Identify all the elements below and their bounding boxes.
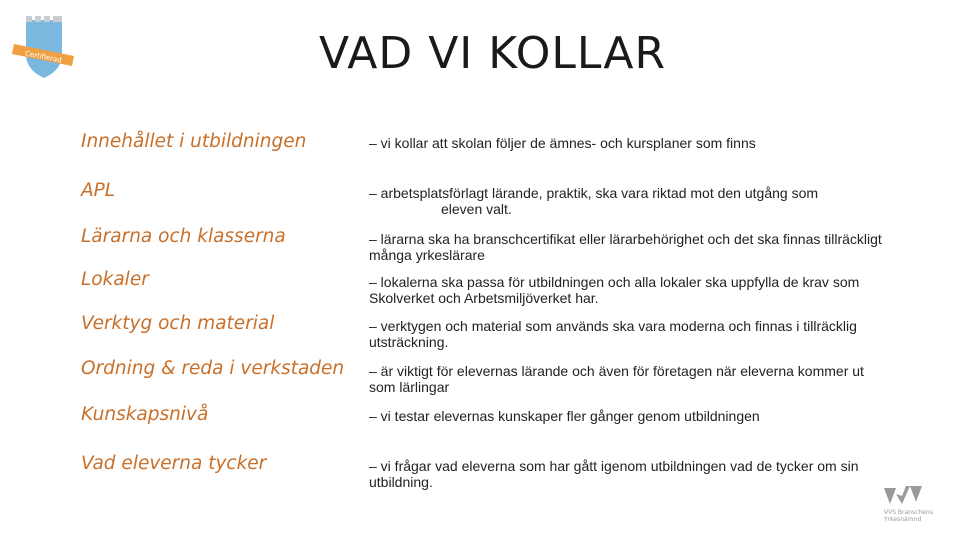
row-label: Ordning & reda i verkstaden: [81, 358, 345, 379]
row-label: Innehållet i utbildningen: [81, 131, 307, 152]
row-label: Kunskapsnivå: [81, 404, 209, 425]
page-title: VAD VI KOLLAR: [318, 28, 667, 79]
row-label: Lokaler: [81, 269, 149, 290]
row-text: [369, 185, 889, 217]
row-text: – är viktigt för elevernas lärande och även för företagen när eleverna kommer ut som lärlingar: [369, 363, 864, 395]
row-text-line1: – arbetsplatsförlagt lärande, praktik, ska vara riktad mot den utgång som: [369, 185, 819, 201]
row-text: – lärarna ska ha branschcertifikat eller lärarbehörighet och det ska finnas tillräckligt många yrkeslärare: [369, 231, 882, 263]
badge-text: Certifierad: [24, 49, 63, 65]
logo-line1: VVS Branschens: [884, 509, 933, 516]
row-text: – vi testar elevernas kunskaper fler gånger genom utbildningen: [369, 408, 760, 424]
vvs-logo-icon: [882, 484, 946, 524]
row-text: – lokalerna ska passa för utbildningen och alla lokaler ska uppfylla de krav som Skolverket och Arbetsmiljöverket har.: [369, 274, 860, 306]
row-label: APL: [81, 180, 116, 201]
logo-line2: Yrkesnämnd: [884, 516, 922, 523]
row-text: – vi kollar att skolan följer de ämnes- och kursplaner som finns: [369, 135, 756, 151]
row-text: – verktygen och material som används ska vara moderna och finnas i tillräcklig utsträckning.: [369, 318, 857, 350]
row-text-line2: eleven valt.: [441, 201, 512, 217]
row-text: – vi frågar vad eleverna som har gått igenom utbildningen vad de tycker om sin utbildning.: [369, 458, 859, 490]
row-label: Lärarna och klasserna: [81, 226, 286, 247]
row-label: Verktyg och material: [81, 313, 275, 334]
row-label: Vad eleverna tycker: [81, 453, 267, 474]
